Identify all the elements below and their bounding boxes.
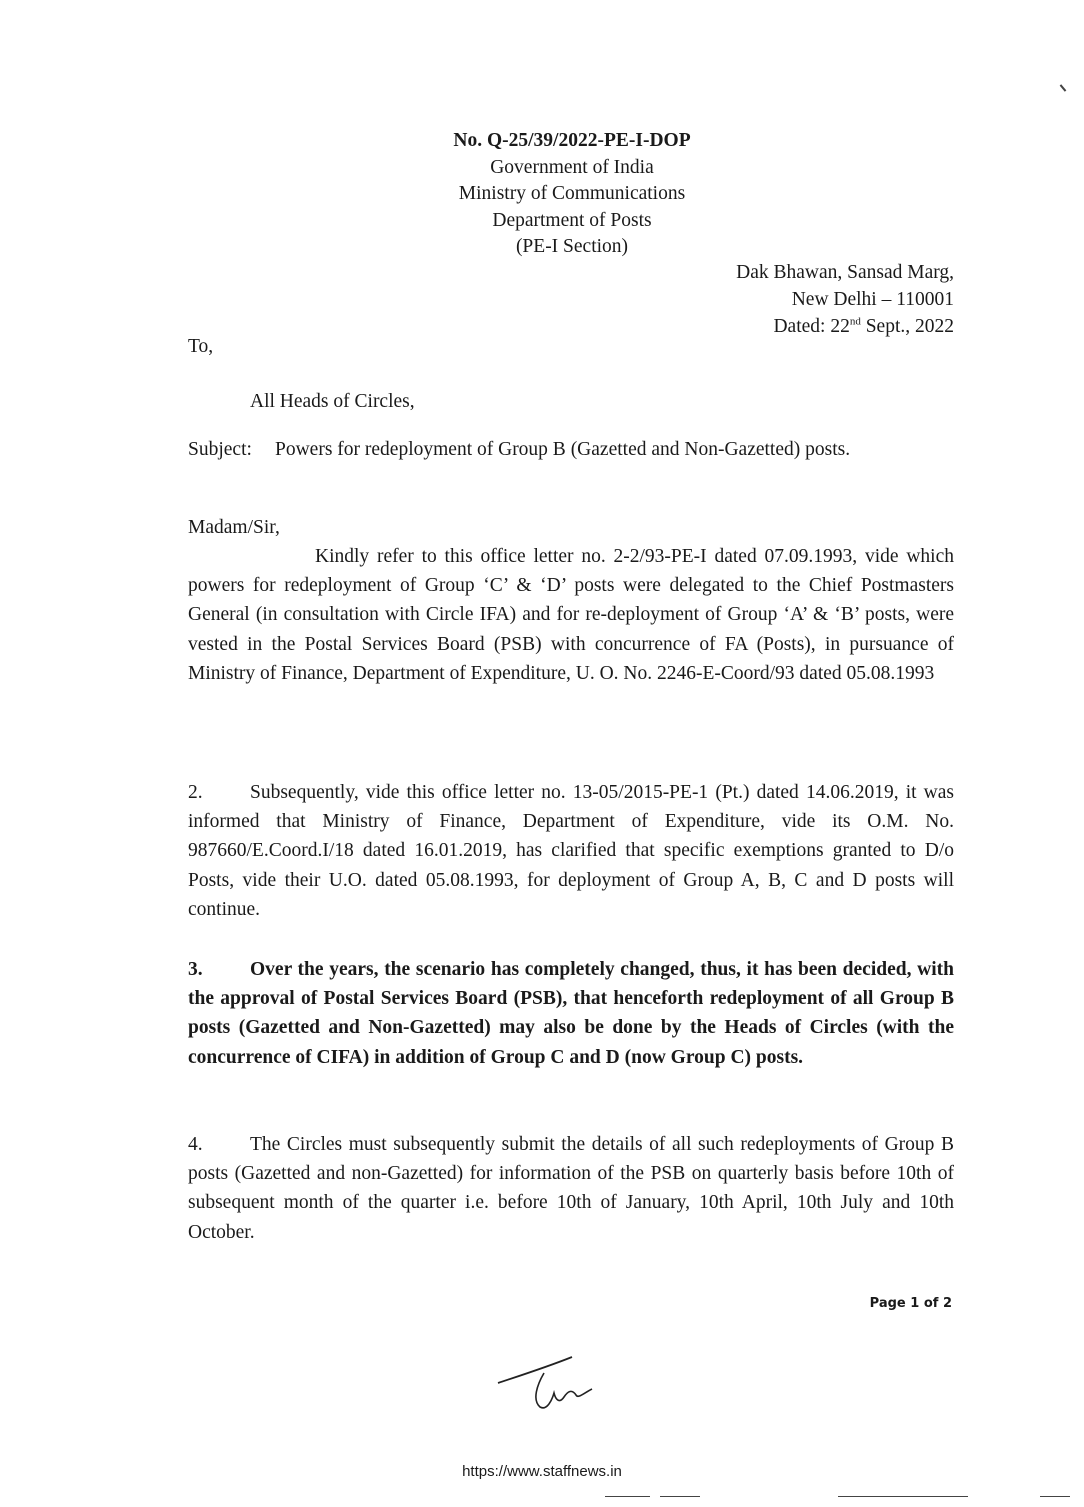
paragraph-2-text: Subsequently, vide this office letter no. 13-05/2015-PE-1 (Pt.) dated 14.06.2019, it was informed that Ministry of Finance, Department of Expenditure, vide its O.M. No. 987660/E.Coord.I/18 dated 16.01.2019, has clarified that specific exemptions granted to D/o Posts, vide their U.O. dated 05.08.1993, for deployment of Group A, B, C and D posts will continue. <box>188 782 954 920</box>
subject-label: Subject: <box>188 439 252 460</box>
footer-url: https://www.staffnews.in <box>462 1463 622 1480</box>
scan-mark <box>1040 1496 1070 1497</box>
header-government: Government of India <box>490 156 654 178</box>
date-prefix: Dated: 22 <box>773 316 850 337</box>
letter-header <box>0 128 1084 261</box>
paragraph-4-text: The Circles must subsequently submit the details of all such redeployments of Group B posts (Gazetted and non-Gazetted) for information of the PSB on quarterly basis before 10th of subsequent month of the quarter i.e. before 10th of January, 10th April, 10th July and 10th October. <box>188 1134 954 1243</box>
subject-block <box>188 438 954 462</box>
paragraph-2 <box>188 778 954 924</box>
page-number: Page 1 of 2 <box>869 1296 952 1311</box>
subject-text: Powers for redeployment of Group B (Gazetted and Non-Gazetted) posts. <box>275 439 851 460</box>
header-section: (PE-I Section) <box>515 236 629 257</box>
paragraph-3-text: Over the years, the scenario has completely changed, thus, it has been decided, with the approval of Postal Services Board (PSB), that henceforth redeployment of all Group B posts (Gazetted and Non-Gazetted) may also be done by the Heads of Circles (with the concurrence of CIFA) in addition of Group C and D (now Group C) posts. <box>188 959 954 1068</box>
sender-address <box>736 259 954 340</box>
reference-number: No. Q-25/39/2022-PE-I-DOP <box>453 130 691 151</box>
paragraph-4-number: 4. <box>188 1134 203 1155</box>
paragraph-4 <box>188 1130 954 1247</box>
paragraph-1: Kindly refer to this office letter no. 2-2/93-PE-I dated 07.09.1993, vide which powers for redeployment of Group ‘C’ & ‘D’ posts were delegated to the Chief Postmasters General (in consultation with Circle IFA) and for re-deployment of Group ‘A’ & ‘B’ posts, were vested in the Postal Services Board (PSB) with concurrence of FA (Posts), in pursuance of Ministry of Finance, Department of Expenditure, U. O. No. 2246-E-Coord/93 dated 05.08.1993 <box>188 546 954 684</box>
header-department: Department of Posts <box>492 209 652 231</box>
address-line-2: New Delhi – 110001 <box>791 289 954 310</box>
paragraph-2-number: 2. <box>188 782 203 803</box>
addressee: All Heads of Circles, <box>250 391 415 412</box>
scan-mark <box>660 1496 700 1497</box>
to-label: To, <box>188 336 214 357</box>
paragraph-3 <box>188 955 954 1072</box>
paragraph-3-number: 3. <box>188 959 203 980</box>
signature-icon <box>492 1345 612 1425</box>
salutation: Madam/Sir, <box>188 517 280 538</box>
scan-mark <box>838 1496 968 1497</box>
header-ministry: Ministry of Communications <box>458 183 686 204</box>
address-line-1: Dak Bhawan, Sansad Marg, <box>736 262 954 283</box>
letter-date <box>736 313 954 340</box>
date-rest: Sept., 2022 <box>860 316 954 337</box>
date-ordinal: nd <box>849 315 861 328</box>
scan-mark <box>1060 84 1067 91</box>
scan-mark <box>605 1496 650 1497</box>
